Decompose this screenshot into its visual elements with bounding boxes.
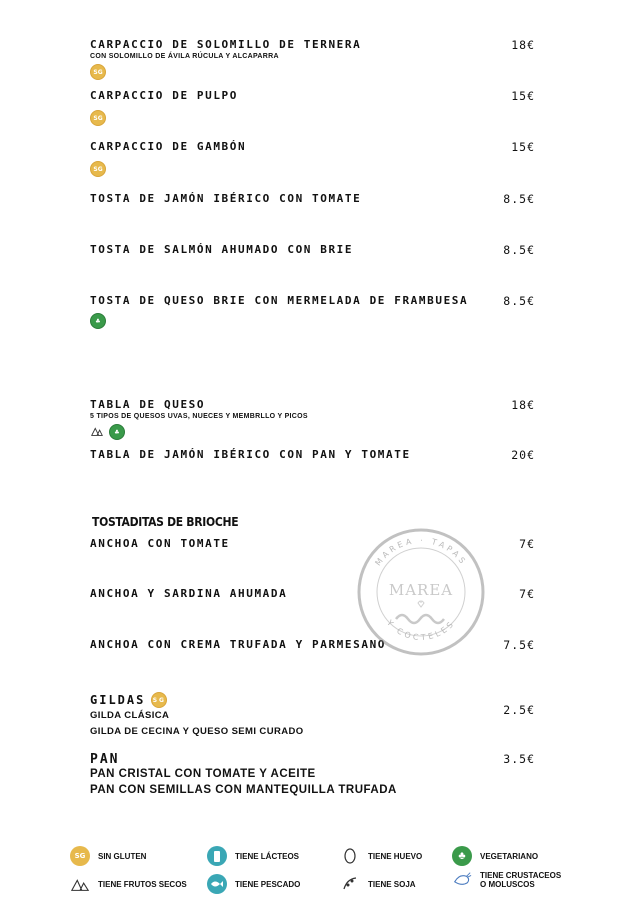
item-price: 15€ [511,89,535,103]
section-title: TOSTADITAS DE BRIOCHE [92,515,239,529]
item-price: 3.5€ [503,752,535,766]
svg-text:MAREA · TAPAS: MAREA · TAPAS [373,535,469,568]
menu-item [90,294,535,329]
marea-stamp-logo [356,527,486,657]
vegetarian-icon: ♣ [109,424,125,440]
item-price: 7.5€ [503,638,535,652]
gluten-free-icon: SG [90,110,106,126]
gluten-free-icon: SG [70,846,90,866]
vegetarian-icon: ♣ [452,846,472,866]
legend-item [452,870,561,890]
soy-icon [340,874,360,894]
nuts-icon [70,874,90,894]
shellfish-icon [452,870,472,890]
legend-item [70,846,146,866]
legend-item [70,874,187,894]
legend-label: O MOLUSCOS [480,880,535,889]
item-name: ANCHOA CON CREMA TRUFADA Y PARMESANO [90,638,387,651]
item-name: GILDAS [90,693,146,707]
menu-item [90,140,535,177]
legend-item [340,846,422,866]
item-price: 8.5€ [503,294,535,308]
item-name: TABLA DE QUESO [90,398,206,411]
menu-item [90,398,535,440]
item-name: CARPACCIO DE SOLOMILLO DE TERNERA [90,38,362,51]
egg-icon [340,846,360,866]
item-name: TOSTA DE SALMÓN AHUMADO CON BRIE [90,243,354,256]
legend-label: TIENE HUEVO [368,851,423,861]
item-line: PAN CON SEMILLAS CON MANTEQUILLA TRUFADA [90,784,397,796]
menu-item [90,692,535,737]
legend-label: TIENE PESCADO [235,879,301,889]
item-line: GILDA CLÁSICA [90,710,170,721]
item-description: CON SOLOMILLO DE ÁVILA RÚCULA Y ALCAPARRA [90,53,279,60]
legend-label: TIENE LÁCTEOS [235,851,300,861]
item-name: CARPACCIO DE GAMBÓN [90,140,247,153]
legend-label: TIENE CRUSTACEOS [480,871,562,880]
legend-label: SIN GLUTEN [98,851,147,861]
menu-item [90,752,535,796]
menu-item [90,38,535,80]
item-name: PAN [90,752,120,767]
gluten-free-icon: SG [90,64,106,80]
item-price: 8.5€ [503,243,535,257]
dairy-icon [207,846,227,866]
item-price: 15€ [511,140,535,154]
item-price: 8.5€ [503,192,535,206]
gluten-free-icon: SG [151,692,167,708]
legend-label: TIENE FRUTOS SECOS [98,879,187,889]
item-name: TABLA DE JAMÓN IBÉRICO CON PAN Y TOMATE [90,448,411,461]
item-price: 2.5€ [503,703,535,717]
svg-text:Y COCTELES: Y COCTELES [385,618,457,643]
menu-item [90,243,535,256]
item-line: PAN CRISTAL CON TOMATE Y ACEITE [90,768,316,780]
legend-item [340,874,416,894]
legend-item [207,874,300,894]
item-price: 18€ [511,398,535,412]
fish-icon [207,874,227,894]
legend-item [452,846,538,866]
item-description: 5 TIPOS DE QUESOS UVAS, NUECES Y MEMBRLLO Y PICOS [90,413,308,420]
item-line: GILDA DE CECINA Y QUESO SEMI CURADO [90,726,304,737]
legend-item [207,846,299,866]
legend-label: VEGETARIANO [480,851,539,861]
item-name: ANCHOA Y SARDINA AHUMADA [90,587,288,600]
item-name: TOSTA DE QUESO BRIE CON MERMELADA DE FRAMBUESA [90,294,469,307]
vegetarian-icon: ♣ [90,313,106,329]
item-price: 7€ [519,587,535,601]
item-name: CARPACCIO DE PULPO [90,89,239,102]
nuts-icon [90,424,104,438]
item-name: ANCHOA CON TOMATE [90,537,230,550]
menu-item [90,192,535,205]
menu-item [90,448,535,461]
legend-label: TIENE SOJA [368,879,416,889]
item-price: 7€ [519,537,535,551]
svg-text:MAREA: MAREA [388,581,454,599]
item-price: 20€ [511,448,535,462]
item-name: TOSTA DE JAMÓN IBÉRICO CON TOMATE [90,192,362,205]
gluten-free-icon: SG [90,161,106,177]
item-price: 18€ [511,38,535,52]
menu-item [90,89,535,126]
